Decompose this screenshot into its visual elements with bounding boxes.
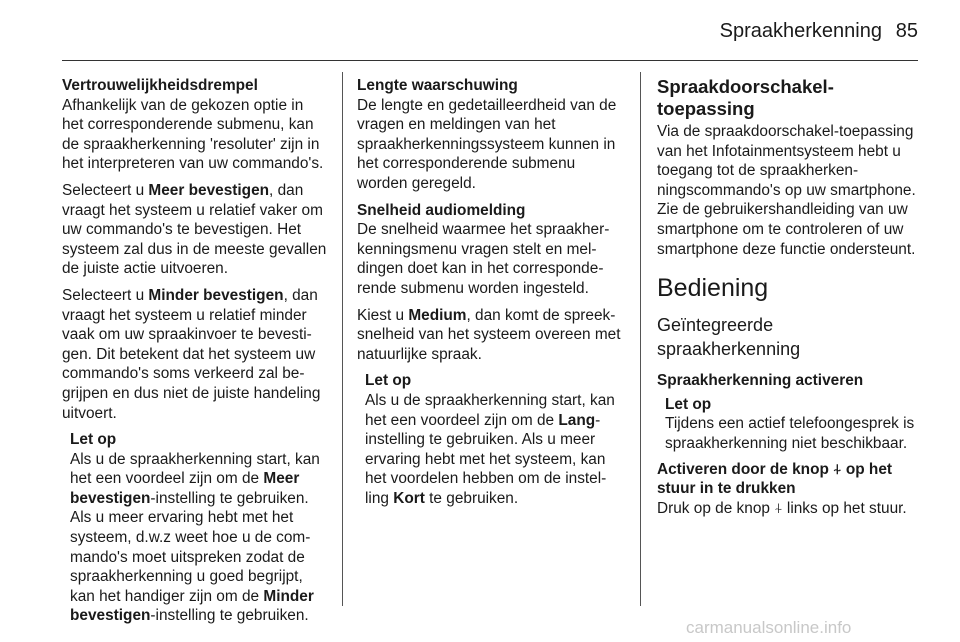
page-header	[0, 0, 960, 60]
text: , dan vraagt het systeem u relatief vaker om uw commando's te bevestigen. Het systeem zal dus in de meeste gevallen de juiste actie uitvoeren.	[62, 181, 327, 278]
paragraph	[357, 306, 623, 365]
text: te gebruiken.	[424, 489, 519, 507]
note-title: Let op	[365, 372, 412, 390]
column-left	[62, 76, 328, 626]
note-text	[70, 450, 328, 626]
text: Selecteert u	[62, 181, 149, 199]
heading-line: Geïntegreerde	[657, 315, 774, 336]
text: op het stuur in te drukken	[657, 460, 893, 498]
text: , dan vraagt het systeem u relatief minder vaak om uw spraakinvoer te bevestigen. Dit betekent dat het systeem uw commando's soms verkeerd zal begrijpen en dus niet de juiste handeling uitvoert.	[62, 286, 321, 422]
note-box	[70, 430, 328, 626]
voice-button-icon: ⍭	[774, 499, 783, 516]
column-middle	[357, 76, 623, 508]
voice-button-icon: ⍭	[833, 460, 842, 477]
subheading-audio-speed: Snelheid audiomelding	[357, 201, 526, 219]
column-divider	[342, 72, 343, 606]
subheading-activate: Spraakherkenning activeren	[657, 372, 864, 390]
page-number: 85	[895, 20, 918, 42]
note-text: Tijdens een actief telefoongesprek is spraakherkenning niet beschikbaar.	[665, 415, 915, 452]
note-title: Let op	[70, 431, 117, 449]
option-label: Meer bevestigen	[148, 181, 270, 199]
text: -instelling te gebruiken.	[150, 607, 309, 625]
note-box	[665, 395, 922, 454]
heading-line: spraakherkenning	[657, 339, 801, 360]
chapter-heading-operation: Bediening	[657, 274, 769, 303]
text: Als u de spraakherkenning start, kan het een voordeel zijn om de	[365, 391, 615, 429]
text: links op het stuur.	[782, 499, 907, 517]
text: Druk op de knop	[657, 499, 775, 517]
note-title: Let op	[665, 395, 712, 413]
option-label: Minder bevestigen	[148, 286, 284, 304]
paragraph: De lengte en gedetailleerdheid van de vragen en meldingen van het spraakherkenningssysteem kunnen in het corresponderende submenu worden geregeld.	[357, 96, 617, 192]
text: Als u de spraakherkenning start, kan het een voordeel zijn om de	[70, 450, 320, 488]
paragraph: Afhankelijk van de gekozen optie in het corresponderende submenu, kan de spraakherkenning 'resoluter' zijn in het interpreteren van uw commando's.	[62, 96, 324, 173]
option-label: Minder bevestigen	[70, 587, 314, 625]
paragraph: Via de spraakdoorschakel-toepassing van het Infotainmentsysteem hebt u toegang tot de spraakherkenningscommando's op uw smartphone. Zie de gebruikershandleiding van uw smartphone om te controleren of uw smartphone deze functie ondersteunt.	[657, 123, 916, 258]
column-right	[657, 76, 922, 525]
subheading-threshold: Vertrouwelijkheidsdrempel	[62, 77, 258, 94]
text: , dan komt de spreeksnelheid van het systeem overeen met natuurlijke spraak.	[357, 306, 621, 363]
paragraph: De snelheid waarmee het spraakherkenningsmenu vragen stelt en meldingen doet kan in het corresponderende submenu worden ingesteld.	[357, 221, 610, 297]
note-text	[365, 391, 623, 509]
text: Activeren door de knop	[657, 460, 834, 478]
text: Selecteert u	[62, 286, 149, 304]
text: -instelling te gebruiken. Als u meer ervaring hebt met het systeem, d.w.z weet hoe u de commando's moet uitspreken zodat de spraakherkenning u goed begrijpt, kan het handiger zijn om de	[70, 489, 311, 605]
option-label: Lang	[558, 411, 596, 429]
option-label: Meer bevestigen	[70, 470, 300, 507]
option-label: Medium	[408, 306, 467, 324]
section-heading-passthrough: Spraakdoorschakel-toepassing	[657, 76, 834, 119]
column-divider	[640, 72, 641, 606]
text: Kiest u	[357, 306, 409, 324]
section-heading-integrated	[657, 313, 922, 361]
subheading-activate-button	[657, 460, 922, 499]
text: -instelling te gebruiken. Als u meer ervaring hebt met het systeem, kan het voordelen hebben om de instelling	[365, 411, 607, 507]
option-label: Kort	[393, 489, 425, 507]
watermark: carmanualsonline.info	[686, 618, 852, 637]
subheading-warning-length: Lengte waarschuwing	[357, 77, 518, 94]
note-box	[365, 371, 623, 508]
header-divider	[62, 60, 918, 61]
paragraph	[657, 499, 922, 519]
paragraph	[62, 181, 328, 279]
paragraph	[62, 286, 328, 423]
page-title: Spraakherkenning	[719, 20, 882, 42]
